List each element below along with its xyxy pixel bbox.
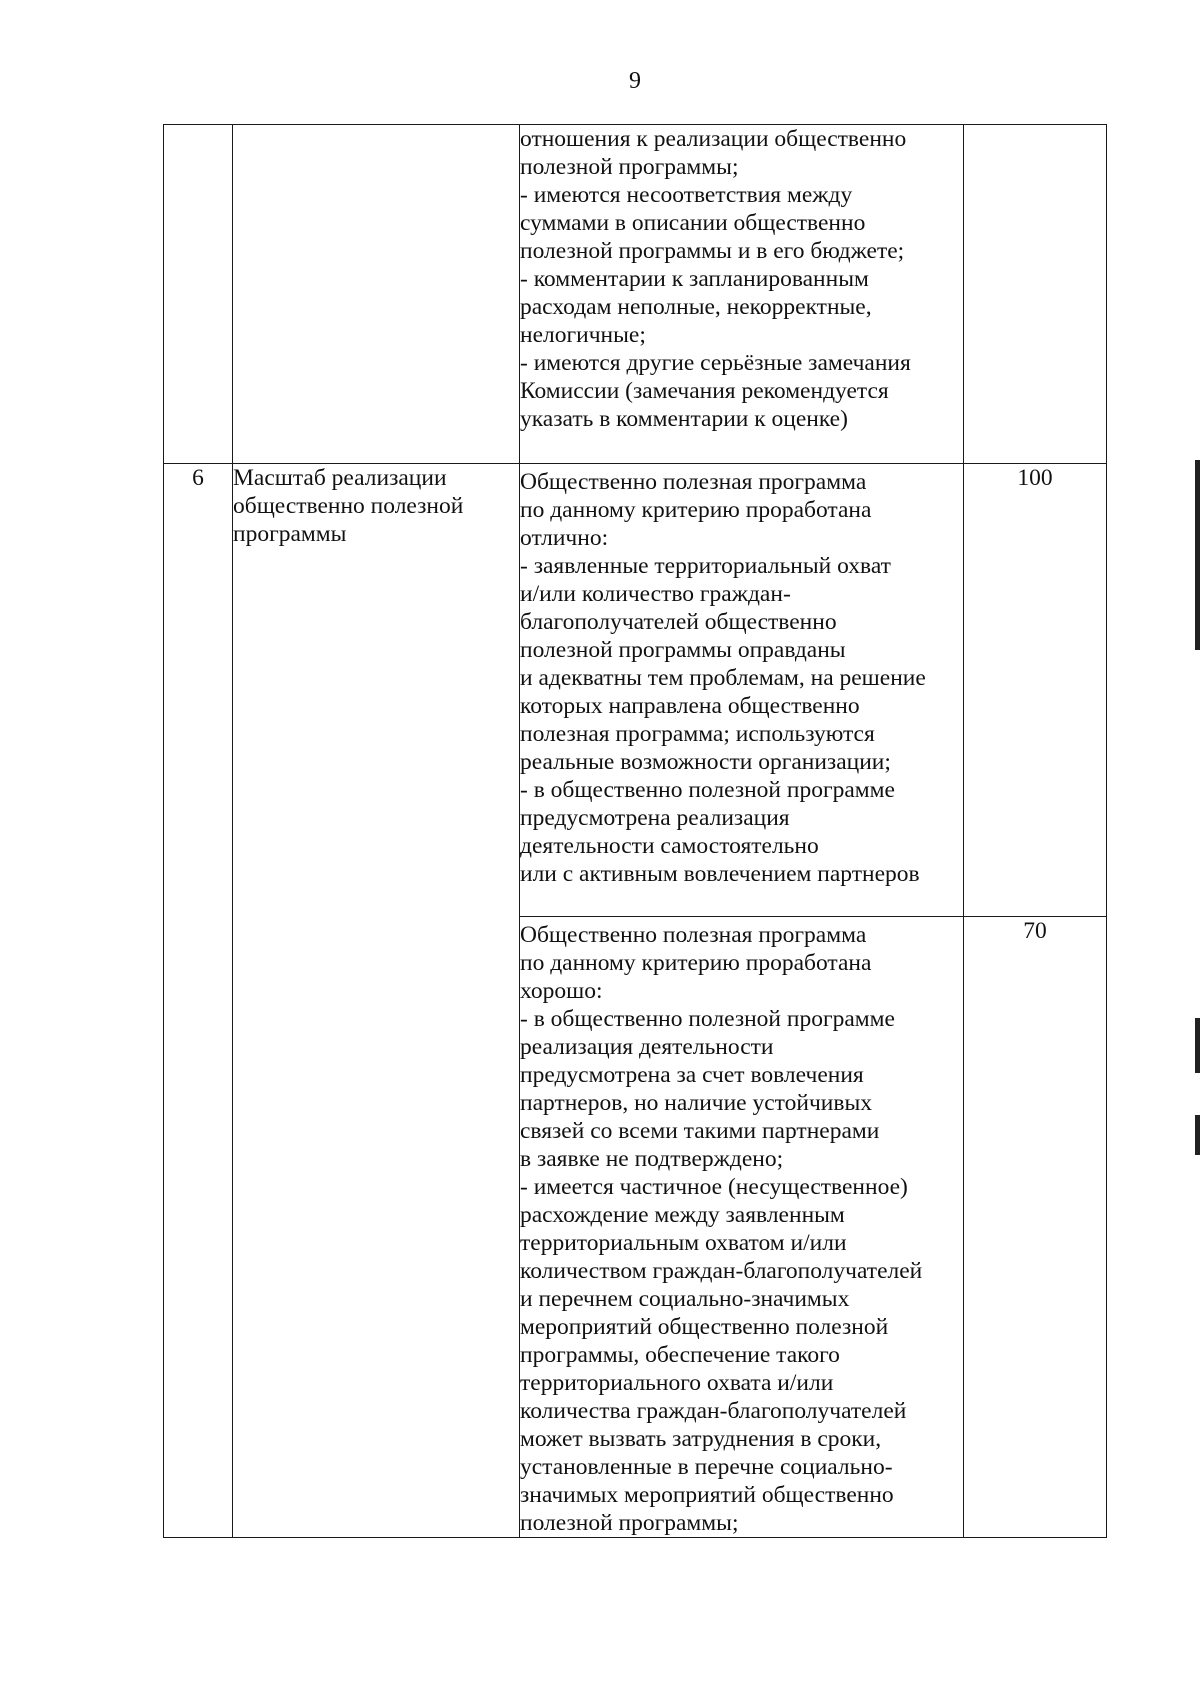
description-line: и перечнем социально-значимых bbox=[520, 1286, 850, 1312]
description-line: - в общественно полезной программе bbox=[520, 777, 895, 803]
criterion-description-cell bbox=[520, 917, 964, 1538]
description-line: территориальным охватом и/или bbox=[520, 1230, 847, 1256]
score-cell: 100 bbox=[964, 464, 1107, 917]
description-line: программы, обеспечение такого bbox=[520, 1342, 840, 1368]
criteria-table bbox=[163, 124, 1107, 1538]
score-cell: 70 bbox=[964, 917, 1107, 1538]
description-line: значимых мероприятий общественно bbox=[520, 1482, 894, 1508]
description-line: - заявленные территориальный охват bbox=[520, 553, 891, 579]
criterion-description-cell bbox=[520, 464, 964, 917]
description-line: благополучателей общественно bbox=[520, 609, 837, 635]
description-line: указать в комментарии к оценке) bbox=[520, 406, 848, 432]
description-line: отношения к реализации общественно bbox=[520, 126, 907, 152]
description-line: - имеются несоответствия между bbox=[520, 182, 853, 208]
description-line: полезной программы оправданы bbox=[520, 637, 846, 663]
description-line: количеством граждан-благополучателей bbox=[520, 1258, 923, 1284]
description-line: - имеются другие серьёзные замечания bbox=[520, 350, 911, 376]
description-line: Комиссии (замечания рекомендуется bbox=[520, 378, 889, 404]
criterion-description-cell bbox=[520, 125, 964, 464]
score-cell bbox=[964, 125, 1107, 464]
scan-edge-mark bbox=[1195, 1018, 1200, 1073]
description-line: полезной программы; bbox=[520, 1510, 739, 1536]
description-line: и адекватны тем проблемам, на решение bbox=[520, 665, 926, 691]
description-line: Общественно полезная программа bbox=[520, 469, 867, 495]
description-line: расхождение между заявленным bbox=[520, 1202, 845, 1228]
description-line: реальные возможности организации; bbox=[520, 749, 891, 775]
description-line: партнеров, но наличие устойчивых bbox=[520, 1090, 872, 1116]
description-line: полезной программы; bbox=[520, 154, 739, 180]
description-line: территориального охвата и/или bbox=[520, 1370, 834, 1396]
scan-edge-mark bbox=[1195, 460, 1200, 650]
description-line: - имеется частичное (несущественное) bbox=[520, 1174, 908, 1200]
description-line: суммами в описании общественно bbox=[520, 210, 866, 236]
description-line: предусмотрена за счет вовлечения bbox=[520, 1062, 864, 1088]
row-number-cell bbox=[164, 125, 233, 464]
description-line: по данному критерию проработана bbox=[520, 497, 872, 523]
criterion-name-line: Масштаб реализации bbox=[233, 465, 447, 491]
description-line: мероприятий общественно полезной bbox=[520, 1314, 889, 1340]
description-line: отлично: bbox=[520, 525, 609, 551]
description-line: Общественно полезная программа bbox=[520, 922, 867, 948]
description-line: реализация деятельности bbox=[520, 1034, 774, 1060]
description-line: установленные в перечне социально- bbox=[520, 1454, 893, 1480]
criterion-name-line: общественно полезной bbox=[233, 493, 464, 519]
description-line: может вызвать затруднения в сроки, bbox=[520, 1426, 882, 1452]
description-line: или с активным вовлечением партнеров bbox=[520, 861, 920, 887]
table-row bbox=[164, 125, 1107, 464]
description-line: количества граждан-благополучателей bbox=[520, 1398, 907, 1424]
description-line: - в общественно полезной программе bbox=[520, 1006, 895, 1032]
description-line: в заявке не подтверждено; bbox=[520, 1146, 784, 1172]
scan-edge-mark bbox=[1195, 1115, 1200, 1155]
row-number-cell: 6 bbox=[164, 464, 233, 1538]
page-number: 9 bbox=[629, 68, 641, 94]
criterion-name-cell bbox=[233, 125, 520, 464]
description-line: предусмотрена реализация bbox=[520, 805, 790, 831]
criterion-name-cell bbox=[233, 464, 520, 1538]
description-line: полезной программы и в его бюджете; bbox=[520, 238, 905, 264]
description-line: деятельности самостоятельно bbox=[520, 833, 819, 859]
description-line: хорошо: bbox=[520, 978, 603, 1004]
description-line: расходам неполные, некорректные, bbox=[520, 294, 872, 320]
description-line: и/или количество граждан- bbox=[520, 581, 791, 607]
table-row bbox=[164, 464, 1107, 917]
description-line: - комментарии к запланированным bbox=[520, 266, 869, 292]
description-line: связей со всеми такими партнерами bbox=[520, 1118, 880, 1144]
description-line: которых направлена общественно bbox=[520, 693, 860, 719]
description-line: нелогичные; bbox=[520, 322, 646, 348]
description-line: полезная программа; используются bbox=[520, 721, 875, 747]
description-line: по данному критерию проработана bbox=[520, 950, 872, 976]
criterion-name-line: программы bbox=[233, 521, 347, 547]
